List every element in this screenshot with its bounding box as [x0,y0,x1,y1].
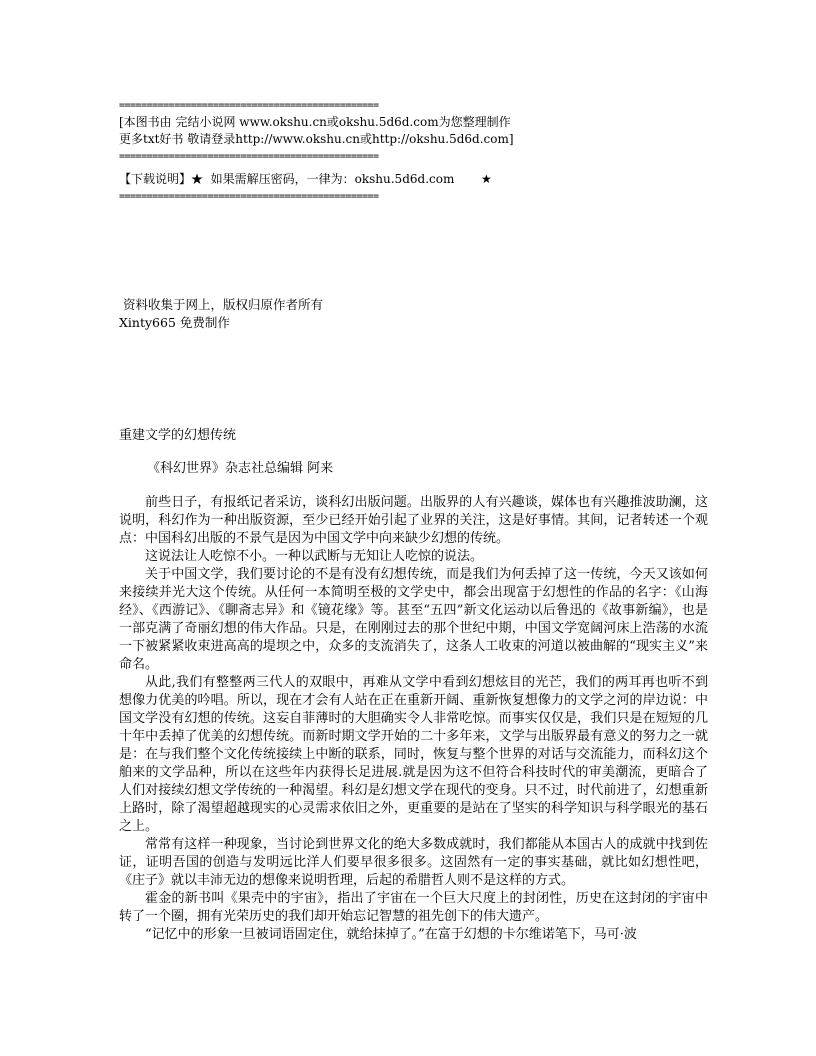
paragraph: 前些日子，有报纸记者采访，谈科幻出版问题。出版界的人有兴趣谈，媒体也有兴趣推波助澜，这说明，科幻作为一种出版资源，至少已经开始引起了业界的关注，这是好事情。其间，记者转述一个观点：中国科幻出版的不景气是因为中国文学中向来缺少幻想的传统。 [119,495,708,546]
paragraph: “记忆中的形象一旦被词语固定住，就给抹掉了。”在富于幻想的卡尔维诺笔下，马可·波 [145,927,637,942]
copyright-line: 资料收集于网上，版权归原作者所有 [119,297,323,312]
source-notice-line-2: 更多txt好书 敬请登录http://www.okshu.cn或http://okshu.5d6d.com] [119,132,514,146]
source-notice-line-1: [本图书由 完结小说网 www.okshu.cn或okshu.5d6d.com为您整理制作 [119,115,511,129]
separator-line: =============================================== [119,100,379,111]
paragraph: 关于中国文学，我们要讨论的不是有没有幻想传统，而是我们为何丢掉了这一传统，今天又该如何来接续并光大这个传统。从任何一本简明至极的文学史中，都会出现富于幻想性的作品的名字：《山海经》、《西游记》、《聊斋志异》和《镜花缘》等。甚至“五四”新文化运动以后鲁迅的《故事新编》，也是一部克满了奇丽幻想的伟大作品。只是，在刚刚过去的那个世纪中期，中国文学宽阔河床上浩荡的水流一下被紧紧收束进高高的堤坝之中，众多的支流消失了，这条人工收束的河道以被曲解的“现实主义”来命名。 [119,567,708,672]
paragraph: 这说法让人吃惊不小。一种以武断与无知让人吃惊的说法。 [145,549,484,564]
paragraph: 常常有这样一种现象，当讨论到世界文化的绝大多数成就时，我们都能从本国古人的成就中找到佐证，证明吾国的创造与发明远比洋人们要早很多很多。这固然有一定的事实基础，就比如幻想性吧，《庄子》就以丰沛无边的想像来说明哲理，后起的希腊哲人则不是这样的方式。 [119,837,708,888]
article-title: 重建文学的幻想传统 [119,428,237,443]
separator-line: =============================================== [119,151,379,162]
separator-line: =============================================== [119,191,379,202]
article-body [119,494,708,944]
download-header [119,97,739,205]
download-note: 【下载说明】★ 如果需解压密码，一律为：okshu.5d6d.com ★ [119,172,492,186]
paragraph: 从此,我们有整整两三代人的双眼中，再难从文学中看到幻想炫目的光芒，我们的两耳再也听不到想像力优美的吟唱。所以，现在才会有人站在正在重新开阔、重新恢复想像力的文学之河的岸边说：中国文学没有幻想的传统。这妄自菲薄时的大胆确实令人非常吃惊。而事实仅仅是，我们只是在短短的几十年中丢掉了优美的幻想传统。而新时期文学开始的二十多年来，文学与出版界最有意义的努力之一就是：在与我们整个文化传统接续上中断的联系，同时，恢复与整个世界的对话与交流能力，而科幻这个舶来的文学品种，所以在这些年内获得长足进展.就是因为这不但符合科技时代的审美潮流，更暗合了人们对接续幻想文学传统的一种渴望。科幻是幻想文学在现代的变身。只不过，时代前进了，幻想重新上路时，除了渴望超越现实的心灵需求依旧之外，更重要的是站在了坚实的科学知识与科学眼光的基石之上。 [119,675,708,834]
producer-line: Xinty665 免费制作 [119,315,230,330]
paragraph: 霍金的新书叫《果壳中的宇宙》，指出了宇宙在一个巨大尺度上的封闭性，历史在这封闭的宇宙中转了一个圈，拥有光荣历史的我们却开始忘记智慧的祖先创下的伟大遗产。 [119,891,708,924]
article-byline: 《科幻世界》杂志社总编辑 阿来 [147,461,334,476]
copyright-info [119,296,719,332]
